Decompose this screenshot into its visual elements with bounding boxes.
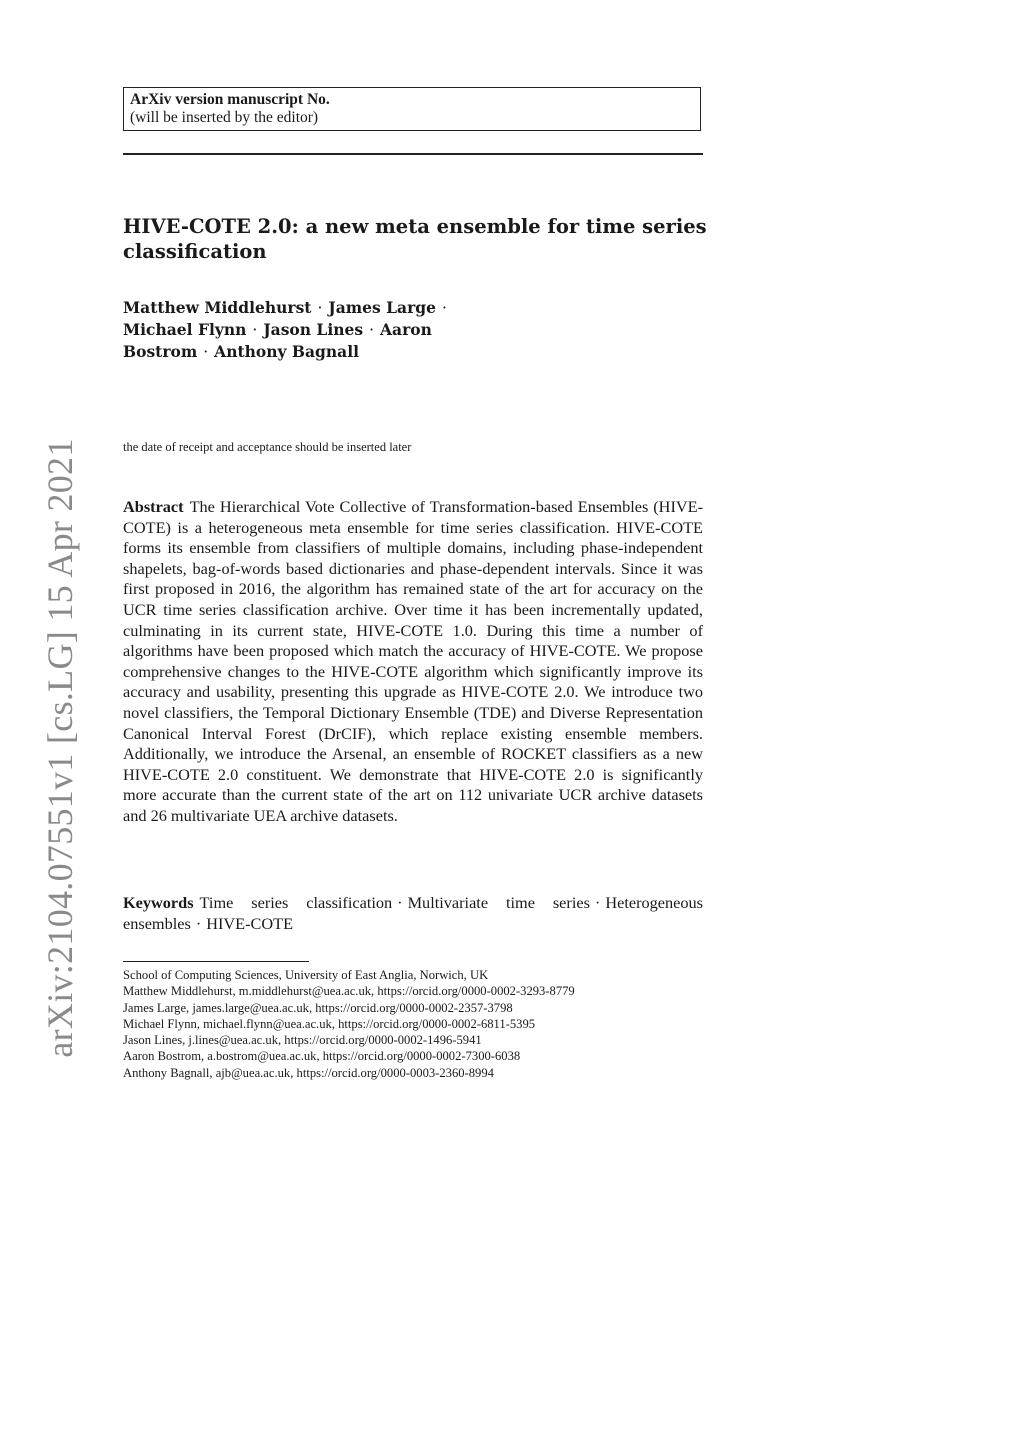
author-separator: · xyxy=(203,343,209,361)
keyword-separator: · xyxy=(195,913,202,933)
affiliation-institution: School of Computing Sciences, University of East Anglia, Norwich, UK xyxy=(123,968,489,982)
affiliation-author: Matthew Middlehurst, m.middlehurst@uea.ac.uk, https://orcid.org/0000-0002-3293-8779 xyxy=(123,984,575,999)
author-separator: · xyxy=(441,299,447,317)
keyword-item: Heterogeneous ensembles xyxy=(123,893,703,933)
author-line-2 xyxy=(123,319,553,341)
author-name: Jason Lines xyxy=(263,320,364,339)
author-name: Matthew Middlehurst xyxy=(123,298,312,317)
author-name: Bostrom xyxy=(123,342,198,361)
author-name: Michael Flynn xyxy=(123,320,247,339)
keyword-item: Multivariate time series xyxy=(407,893,590,912)
affiliation-author: James Large, james.large@uea.ac.uk, https://orcid.org/0000-0002-2357-3798 xyxy=(123,1000,513,1015)
abstract-label: Abstract xyxy=(123,497,184,516)
abstract-text: The Hierarchical Vote Collective of Transformation-based Ensembles (HIVE-COTE) is a heterogeneous meta ensemble for time series classification. HIVE-COTE forms its ensemble from classifiers of multiple domains, including phase-independent shapelets, bag-of-words based dictionaries and phase-dependent intervals. Since it was first proposed in 2016, the algorithm has remained state of the art for accuracy on the UCR time series classification archive. Over time it has been incrementally updated, culminating in its current state, HIVE-COTE 1.0. During this time a number of algorithms have been proposed which match the accuracy of HIVE-COTE. We propose comprehensive changes to the HIVE-COTE algorithm which significantly improve its accuracy and usability, presenting this upgrade as HIVE-COTE 2.0. We introduce two novel classifiers, the Temporal Dictionary Ensemble (TDE) and Diverse Representation Canonical Interval Forest (DrCIF), which replace existing ensemble members. Additionally, we introduce the Arsenal, an ensemble of ROCKET classifiers as a new HIVE-COTE 2.0 constituent. We demonstrate that HIVE-COTE 2.0 is significantly more accurate than the current state of the art on 112 univariate UCR archive datasets and 26 multivariate UEA archive datasets. xyxy=(123,497,703,825)
keyword-item: HIVE-COTE xyxy=(206,913,294,933)
received-note: the date of receipt and acceptance should be inserted later xyxy=(123,440,412,454)
keyword-item: Time series classification xyxy=(199,893,393,912)
affiliation-author: Aaron Bostrom, a.bostrom@uea.ac.uk, https://orcid.org/0000-0002-7300-6038 xyxy=(123,1049,521,1064)
keywords-section xyxy=(123,893,703,934)
author-separator: · xyxy=(317,299,323,317)
author-list xyxy=(123,297,553,363)
author-line-3 xyxy=(123,341,553,363)
affiliation-author: Michael Flynn, michael.flynn@uea.ac.uk, https://orcid.org/0000-0002-6811-5395 xyxy=(123,1016,536,1031)
author-name: James Large xyxy=(328,298,436,317)
manuscript-number-box xyxy=(123,87,701,131)
author-name: Aaron xyxy=(380,320,432,339)
header-rule xyxy=(123,153,703,155)
arxiv-identifier-stamp: arXiv:2104.07551v1 [cs.LG] 15 Apr 2021 xyxy=(40,438,80,1058)
author-line-1 xyxy=(123,297,553,319)
footnote-rule xyxy=(123,961,309,962)
keywords-label: Keywords xyxy=(123,893,194,912)
affiliations-footnote xyxy=(123,967,723,1081)
affiliation-author: Jason Lines, j.lines@uea.ac.uk, https://orcid.org/0000-0002-1496-5941 xyxy=(123,1033,482,1048)
manuscript-editor-note: (will be inserted by the editor) xyxy=(130,109,319,126)
paper-title: HIVE-COTE 2.0: a new meta ensemble for time series classification xyxy=(123,215,707,263)
keyword-separator: · xyxy=(397,893,403,912)
affiliation-author: Anthony Bagnall, ajb@uea.ac.uk, https://orcid.org/0000-0003-2360-8994 xyxy=(123,1065,494,1080)
author-name: Anthony Bagnall xyxy=(214,342,359,361)
keyword-separator: · xyxy=(594,893,601,912)
author-separator: · xyxy=(252,321,258,339)
abstract-section xyxy=(123,497,703,827)
manuscript-number-label: ArXiv version manuscript No. xyxy=(130,91,330,108)
author-separator: · xyxy=(369,321,375,339)
